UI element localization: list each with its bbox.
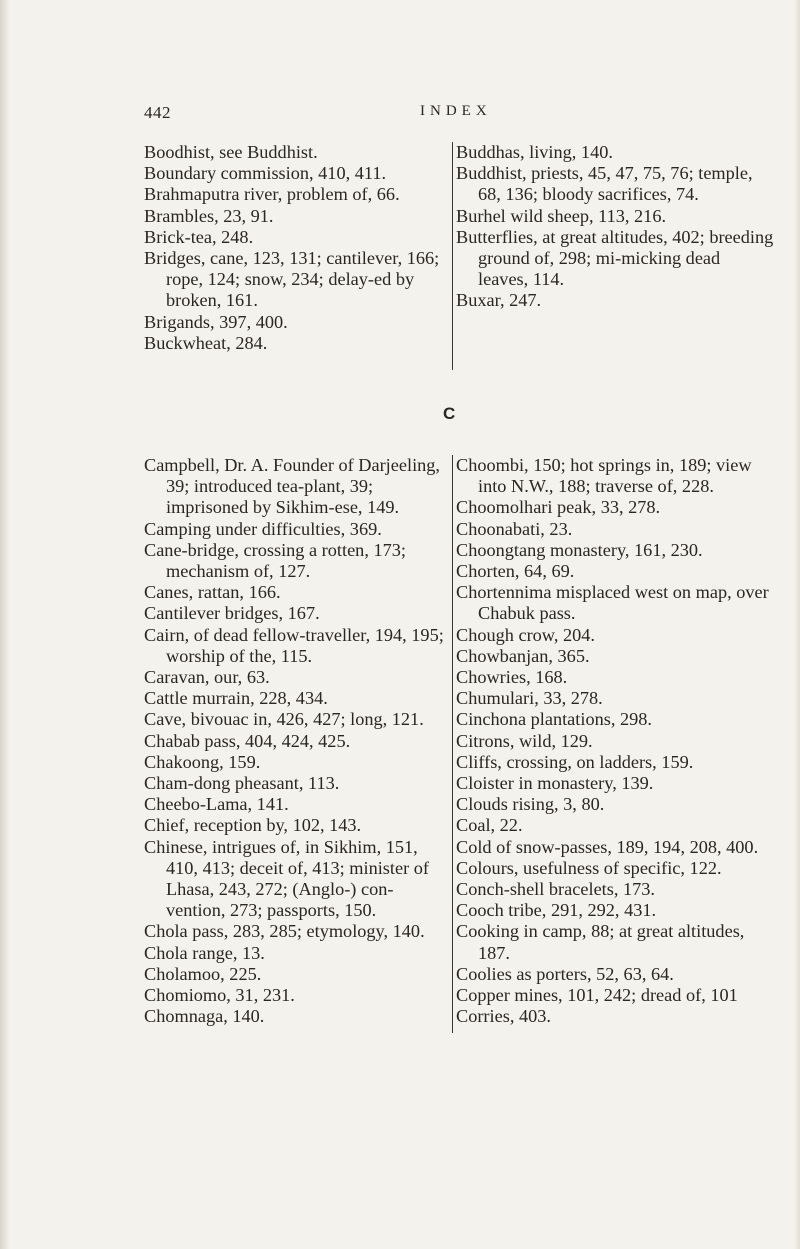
index-entry: Chief, reception by, 102, 143. <box>144 815 362 836</box>
column-divider <box>452 142 453 370</box>
index-entry: Boundary commission, 410, 411. <box>144 163 387 184</box>
index-entry: Chortennima misplaced west on map, over Chabuk pass. <box>456 582 769 624</box>
column-divider <box>452 455 453 1033</box>
index-entry: Cheebo-Lama, 141. <box>144 794 289 815</box>
running-head: INDEX <box>420 103 492 119</box>
index-entry: Brahmaputra river, problem of, 66. <box>144 184 400 205</box>
index-entry: Chowbanjan, 365. <box>456 645 590 666</box>
index-entry: Cattle murrain, 228, 434. <box>144 688 328 709</box>
index-entry: Cave, bivouac in, 426, 427; long, 121. <box>144 709 424 730</box>
index-entry: Coolies as porters, 52, 63, 64. <box>456 963 674 984</box>
index-entry: Chomnaga, 140. <box>144 1006 265 1027</box>
index-entry: Butterflies, at great altitudes, 402; breeding ground of, 298; mi-micking dead leaves, 114. <box>456 226 774 290</box>
index-entry: Cane-bridge, crossing a rotten, 173; mechanism of, 127. <box>144 539 406 582</box>
section-b-left-column <box>144 142 444 354</box>
index-entry: Choonabati, 23. <box>456 518 573 539</box>
index-entry: Campbell, Dr. A. Founder of Darjeeling, 39; introduced tea-plant, 39; imprisoned by Sikhim-ese, 149. <box>144 455 440 518</box>
index-entry: Chowries, 168. <box>456 667 568 688</box>
index-entry: Camping under difficulties, 369. <box>144 518 382 539</box>
section-letter-heading: C <box>443 404 456 423</box>
index-entry: Cooking in camp, 88; at great altitudes, 187. <box>456 921 745 963</box>
index-entry: Chinese, intrigues of, in Sikhim, 151, 410, 413; deceit of, 413; minister of Lhasa, 243, 272; (Anglo-) con-vention, 273; passports, 150. <box>144 836 429 921</box>
page-header <box>0 103 800 127</box>
index-entry: Chough crow, 204. <box>456 624 595 645</box>
index-entry: Conch-shell bracelets, 173. <box>456 879 656 900</box>
index-entry: Buckwheat, 284. <box>144 332 268 353</box>
index-entry: Cinchona plantations, 298. <box>456 709 652 730</box>
index-entry: Boodhist, see Buddhist. <box>144 142 318 162</box>
index-entry: Choombi, 150; hot springs in, 189; view into N.W., 188; traverse of, 228. <box>456 455 752 497</box>
index-entry: Chola range, 13. <box>144 942 265 963</box>
index-entry: Choomolhari peak, 33, 278. <box>456 497 661 518</box>
index-entry: Cham-dong pheasant, 113. <box>144 773 340 794</box>
index-entry: Copper mines, 101, 242; dread of, 101 <box>456 985 738 1006</box>
index-entry: Chabab pass, 404, 424, 425. <box>144 730 351 751</box>
section-b-right-column <box>456 142 774 312</box>
index-entry: Chola pass, 283, 285; etymology, 140. <box>144 921 425 942</box>
index-entry: Cold of snow-passes, 189, 194, 208, 400. <box>456 836 759 857</box>
index-entry: Buxar, 247. <box>456 290 542 311</box>
index-entry: Corries, 403. <box>456 1006 551 1027</box>
index-entry: Chakoong, 159. <box>144 751 261 772</box>
index-entry: Brigands, 397, 400. <box>144 311 288 332</box>
index-entry: Buddhas, living, 140. <box>456 142 613 162</box>
index-entry: Citrons, wild, 129. <box>456 730 593 751</box>
index-entry: Cloister in monastery, 139. <box>456 773 654 794</box>
index-entry: Caravan, our, 63. <box>144 667 270 688</box>
index-entry: Cholamoo, 225. <box>144 963 262 984</box>
section-c <box>144 455 774 1035</box>
index-entry: Chumulari, 33, 278. <box>456 688 603 709</box>
index-entry: Cantilever bridges, 167. <box>144 603 320 624</box>
index-entry: Chomiomo, 31, 231. <box>144 985 295 1006</box>
index-entry: Brambles, 23, 91. <box>144 205 274 226</box>
index-entry: Cairn, of dead fellow-traveller, 194, 195; worship of the, 115. <box>144 624 444 666</box>
index-entry: Choongtang monastery, 161, 230. <box>456 539 703 560</box>
section-b <box>144 142 774 372</box>
index-entry: Clouds rising, 3, 80. <box>456 794 605 815</box>
section-c-left-column <box>144 455 444 1027</box>
index-entry: Cooch tribe, 291, 292, 431. <box>456 900 657 921</box>
index-entry: Bridges, cane, 123, 131; cantilever, 166; rope, 124; snow, 234; delay-ed by broken, 161. <box>144 248 440 311</box>
index-entry: Burhel wild sheep, 113, 216. <box>456 205 667 226</box>
index-entry: Chorten, 64, 69. <box>456 561 575 582</box>
index-entry: Colours, usefulness of specific, 122. <box>456 857 722 878</box>
section-c-right-column <box>456 455 774 1027</box>
index-entry: Buddhist, priests, 45, 47, 75, 76; temple, 68, 136; bloody sacrifices, 74. <box>456 163 753 205</box>
page-number: 442 <box>144 103 171 122</box>
index-entry: Coal, 22. <box>456 815 523 836</box>
page-right-edge <box>794 0 800 1249</box>
page-left-shadow <box>0 0 10 1249</box>
index-entry: Brick-tea, 248. <box>144 226 254 247</box>
index-entry: Canes, rattan, 166. <box>144 582 281 603</box>
index-entry: Cliffs, crossing, on ladders, 159. <box>456 751 694 772</box>
